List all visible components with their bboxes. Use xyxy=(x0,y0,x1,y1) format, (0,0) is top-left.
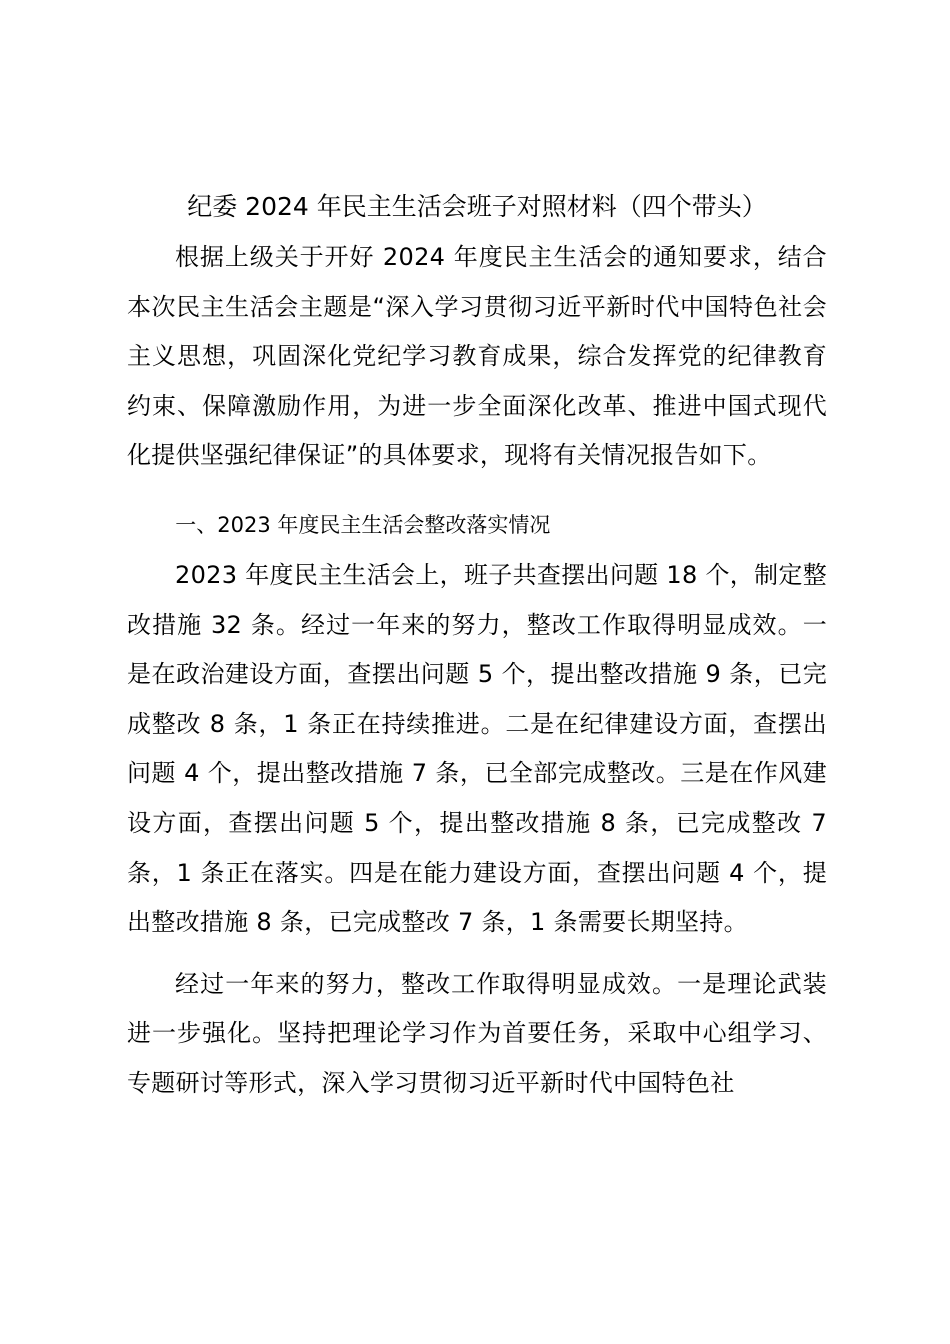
paragraph-gap xyxy=(127,481,827,493)
intro-paragraph: 根据上级关于开好 2024 年度民主生活会的通知要求，结合本次民主生活会主题是“深入学习贯彻习近平新时代中国特色社会主义思想，巩固深化党纪学习教育成果，综合发挥党的纪律教育约束、保障激励作用，为进一步全面深化改革、推进中国式现代化提供坚强纪律保证”的具体要求，现将有关情况报告如下。 xyxy=(127,243,827,470)
paragraph-gap xyxy=(127,948,827,960)
document-title: 纪委 2024 年民主生活会班子对照材料（四个带头） xyxy=(187,192,767,221)
rectification-summary-paragraph: 2023 年度民主生活会上，班子共查摆出问题 18 个，制定整改措施 32 条。经过一年来的努力，整改工作取得明显成效。一是在政治建设方面，查摆出问题 5 个，提出整改措施 9 条，已完成整改 8 条，1 条正在持续推进。二是在纪律建设方面，查摆出问题 4 个，提出整改措施 7 条，已全部完成整改。三是在作风建设方面，查摆出问题 5 个，提出整改措施 8 条，已完成整改 7 条，1 条正在落实。四是在能力建设方面，查摆出问题 4 个，提出整改措施 8 条，已完成整改 7 条，1 条需要长期坚持。 xyxy=(127,560,827,937)
document-body xyxy=(127,181,827,1109)
section-heading: 一、2023 年度民主生活会整改落实情况 xyxy=(175,512,551,537)
rectification-results-paragraph: 经过一年来的努力，整改工作取得明显成效。一是理论武装进一步强化。坚持把理论学习作为首要任务，采取中心组学习、专题研讨等形式，深入学习贯彻习近平新时代中国特色社 xyxy=(127,969,827,1097)
